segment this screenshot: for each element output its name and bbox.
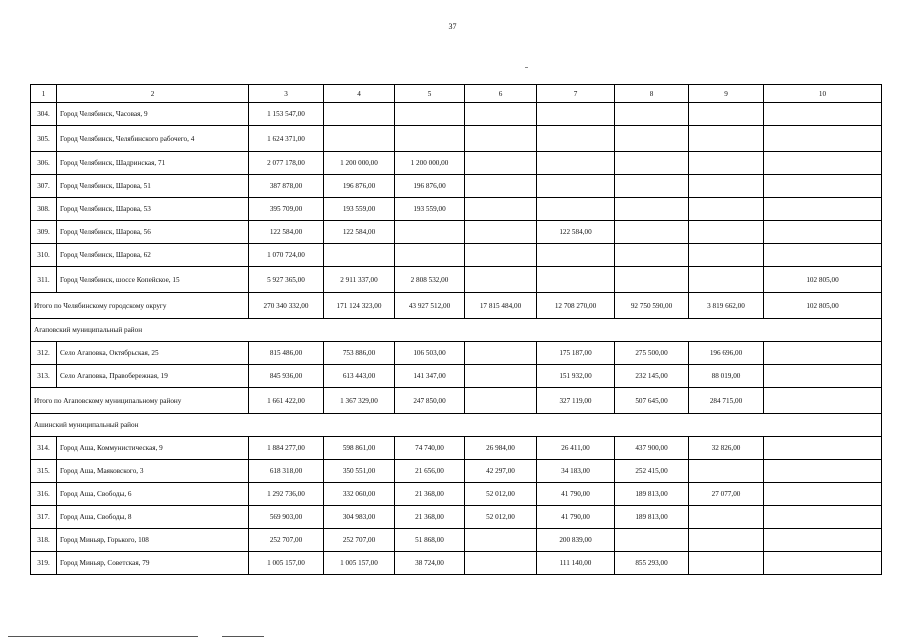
amount-cell: 34 183,00 <box>537 460 615 483</box>
amount-cell: 598 861,00 <box>324 437 395 460</box>
amount-cell: 122 584,00 <box>324 221 395 244</box>
table-row <box>31 198 882 221</box>
amount-cell <box>465 267 537 293</box>
address-cell: Город Челябинск, Шарова, 56 <box>57 221 249 244</box>
amount-cell <box>537 198 615 221</box>
amount-cell: 141 347,00 <box>395 365 465 388</box>
header-cell: 8 <box>615 85 689 103</box>
amount-cell: 122 584,00 <box>249 221 324 244</box>
amount-cell <box>465 152 537 175</box>
amount-cell <box>689 126 764 152</box>
amount-cell <box>537 267 615 293</box>
amount-cell: 32 826,00 <box>689 437 764 460</box>
table-row <box>31 552 882 575</box>
scan-mark <box>525 67 528 68</box>
amount-cell: 21 368,00 <box>395 506 465 529</box>
amount-cell <box>764 103 882 126</box>
amount-cell <box>615 529 689 552</box>
total-row <box>31 388 882 414</box>
amount-cell: 569 903,00 <box>249 506 324 529</box>
header-cell: 2 <box>57 85 249 103</box>
row-number: 316. <box>31 483 57 506</box>
amount-cell: 350 551,00 <box>324 460 395 483</box>
table-row <box>31 460 882 483</box>
header-cell: 9 <box>689 85 764 103</box>
amount-cell: 1 005 157,00 <box>324 552 395 575</box>
amount-cell <box>465 365 537 388</box>
section-row <box>31 414 882 437</box>
amount-cell: 26 411,00 <box>537 437 615 460</box>
header-cell: 1 <box>31 85 57 103</box>
amount-cell <box>764 198 882 221</box>
amount-cell <box>764 460 882 483</box>
funding-table <box>30 84 882 575</box>
amount-cell: 618 318,00 <box>249 460 324 483</box>
amount-cell <box>689 175 764 198</box>
amount-cell: 232 145,00 <box>615 365 689 388</box>
amount-cell: 1 624 371,00 <box>249 126 324 152</box>
table-row <box>31 244 882 267</box>
table-row <box>31 365 882 388</box>
table-row <box>31 506 882 529</box>
amount-cell <box>324 103 395 126</box>
table-row <box>31 342 882 365</box>
table-row <box>31 221 882 244</box>
address-cell: Город Аша, Маяковского, 3 <box>57 460 249 483</box>
total-amount-cell <box>465 388 537 414</box>
amount-cell <box>689 552 764 575</box>
table-row <box>31 152 882 175</box>
amount-cell <box>764 437 882 460</box>
amount-cell: 855 293,00 <box>615 552 689 575</box>
amount-cell: 102 805,00 <box>764 267 882 293</box>
amount-cell: 252 415,00 <box>615 460 689 483</box>
header-cell: 3 <box>249 85 324 103</box>
row-number: 304. <box>31 103 57 126</box>
amount-cell <box>465 126 537 152</box>
amount-cell: 753 886,00 <box>324 342 395 365</box>
footer-rule <box>8 636 198 637</box>
row-number: 312. <box>31 342 57 365</box>
amount-cell: 1 292 736,00 <box>249 483 324 506</box>
total-amount-cell: 171 124 323,00 <box>324 293 395 319</box>
amount-cell: 27 077,00 <box>689 483 764 506</box>
amount-cell: 304 983,00 <box>324 506 395 529</box>
amount-cell <box>395 103 465 126</box>
table-row <box>31 483 882 506</box>
amount-cell: 196 876,00 <box>395 175 465 198</box>
amount-cell: 5 927 365,00 <box>249 267 324 293</box>
amount-cell <box>465 552 537 575</box>
row-number: 306. <box>31 152 57 175</box>
row-number: 315. <box>31 460 57 483</box>
amount-cell: 815 486,00 <box>249 342 324 365</box>
amount-cell <box>465 529 537 552</box>
header-cell: 7 <box>537 85 615 103</box>
total-amount-cell <box>764 388 882 414</box>
address-cell: Город Челябинск, Шарова, 62 <box>57 244 249 267</box>
amount-cell <box>324 126 395 152</box>
address-cell: Город Челябинск, Шарова, 53 <box>57 198 249 221</box>
amount-cell: 395 709,00 <box>249 198 324 221</box>
total-amount-cell: 270 340 332,00 <box>249 293 324 319</box>
total-label: Итого по Челябинскому городскому округу <box>31 293 249 319</box>
amount-cell <box>615 221 689 244</box>
amount-cell: 332 060,00 <box>324 483 395 506</box>
header-cell: 5 <box>395 85 465 103</box>
amount-cell <box>764 483 882 506</box>
total-amount-cell: 17 815 484,00 <box>465 293 537 319</box>
amount-cell <box>465 198 537 221</box>
header-cell: 10 <box>764 85 882 103</box>
amount-cell <box>689 244 764 267</box>
amount-cell: 613 443,00 <box>324 365 395 388</box>
row-number: 317. <box>31 506 57 529</box>
amount-cell <box>395 221 465 244</box>
amount-cell: 26 984,00 <box>465 437 537 460</box>
amount-cell <box>764 506 882 529</box>
amount-cell: 21 656,00 <box>395 460 465 483</box>
amount-cell <box>764 126 882 152</box>
address-cell: Город Миньяр, Советская, 79 <box>57 552 249 575</box>
amount-cell <box>764 342 882 365</box>
section-title: Агаповский муниципальный район <box>31 319 882 342</box>
amount-cell: 38 724,00 <box>395 552 465 575</box>
amount-cell: 189 813,00 <box>615 483 689 506</box>
address-cell: Город Челябинск, Челябинского рабочего, 4 <box>57 126 249 152</box>
address-cell: Город Аша, Свободы, 8 <box>57 506 249 529</box>
total-amount-cell: 12 708 270,00 <box>537 293 615 319</box>
amount-cell <box>615 152 689 175</box>
amount-cell <box>615 198 689 221</box>
address-cell: Село Агаповка, Правобережная, 19 <box>57 365 249 388</box>
table-row <box>31 103 882 126</box>
row-number: 309. <box>31 221 57 244</box>
amount-cell: 200 839,00 <box>537 529 615 552</box>
row-number: 305. <box>31 126 57 152</box>
amount-cell <box>764 244 882 267</box>
total-row <box>31 293 882 319</box>
amount-cell: 42 297,00 <box>465 460 537 483</box>
amount-cell: 193 559,00 <box>395 198 465 221</box>
amount-cell: 1 005 157,00 <box>249 552 324 575</box>
row-number: 310. <box>31 244 57 267</box>
amount-cell: 1 153 547,00 <box>249 103 324 126</box>
amount-cell <box>764 529 882 552</box>
amount-cell: 175 187,00 <box>537 342 615 365</box>
amount-cell: 189 813,00 <box>615 506 689 529</box>
section-row <box>31 319 882 342</box>
amount-cell <box>615 267 689 293</box>
amount-cell: 252 707,00 <box>249 529 324 552</box>
address-cell: Город Миньяр, Горького, 108 <box>57 529 249 552</box>
amount-cell <box>764 221 882 244</box>
amount-cell <box>324 244 395 267</box>
amount-cell: 88 019,00 <box>689 365 764 388</box>
amount-cell: 2 911 337,00 <box>324 267 395 293</box>
total-label: Итого по Агаповскому муниципальному району <box>31 388 249 414</box>
amount-cell <box>764 175 882 198</box>
amount-cell: 252 707,00 <box>324 529 395 552</box>
amount-cell: 845 936,00 <box>249 365 324 388</box>
amount-cell <box>465 244 537 267</box>
amount-cell <box>465 175 537 198</box>
table-row <box>31 529 882 552</box>
row-number: 318. <box>31 529 57 552</box>
amount-cell: 74 740,00 <box>395 437 465 460</box>
address-cell: Город Аша, Коммунистическая, 9 <box>57 437 249 460</box>
address-cell: Город Челябинск, Часовая, 9 <box>57 103 249 126</box>
total-amount-cell: 1 367 329,00 <box>324 388 395 414</box>
address-cell: Город Аша, Свободы, 6 <box>57 483 249 506</box>
amount-cell: 1 200 000,00 <box>395 152 465 175</box>
table-row <box>31 175 882 198</box>
section-title: Ашинский муниципальный район <box>31 414 882 437</box>
table-header-row <box>31 85 882 103</box>
amount-cell <box>764 152 882 175</box>
amount-cell <box>615 126 689 152</box>
amount-cell <box>537 244 615 267</box>
amount-cell <box>615 244 689 267</box>
amount-cell <box>689 221 764 244</box>
amount-cell <box>689 506 764 529</box>
amount-cell <box>764 552 882 575</box>
row-number: 311. <box>31 267 57 293</box>
amount-cell: 2 077 178,00 <box>249 152 324 175</box>
amount-cell <box>689 103 764 126</box>
total-amount-cell: 284 715,00 <box>689 388 764 414</box>
total-amount-cell: 327 119,00 <box>537 388 615 414</box>
amount-cell <box>689 267 764 293</box>
amount-cell: 387 878,00 <box>249 175 324 198</box>
amount-cell <box>689 460 764 483</box>
amount-cell <box>465 221 537 244</box>
header-cell: 6 <box>465 85 537 103</box>
total-amount-cell: 102 805,00 <box>764 293 882 319</box>
page-number: 37 <box>448 22 457 31</box>
amount-cell: 41 790,00 <box>537 506 615 529</box>
table-row <box>31 267 882 293</box>
amount-cell <box>537 152 615 175</box>
header-cell: 4 <box>324 85 395 103</box>
amount-cell: 106 503,00 <box>395 342 465 365</box>
amount-cell <box>537 103 615 126</box>
amount-cell: 196 876,00 <box>324 175 395 198</box>
amount-cell <box>689 198 764 221</box>
total-amount-cell: 1 661 422,00 <box>249 388 324 414</box>
amount-cell <box>537 126 615 152</box>
amount-cell: 21 368,00 <box>395 483 465 506</box>
amount-cell <box>615 175 689 198</box>
row-number: 307. <box>31 175 57 198</box>
amount-cell <box>615 103 689 126</box>
footer-rule <box>222 636 264 637</box>
total-amount-cell: 3 819 662,00 <box>689 293 764 319</box>
address-cell: Село Агаповка, Октябрьская, 25 <box>57 342 249 365</box>
amount-cell: 2 808 532,00 <box>395 267 465 293</box>
total-amount-cell: 247 850,00 <box>395 388 465 414</box>
amount-cell: 41 790,00 <box>537 483 615 506</box>
amount-cell <box>764 365 882 388</box>
amount-cell: 1 884 277,00 <box>249 437 324 460</box>
amount-cell: 1 200 000,00 <box>324 152 395 175</box>
amount-cell <box>689 529 764 552</box>
row-number: 319. <box>31 552 57 575</box>
table-row <box>31 126 882 152</box>
amount-cell <box>537 175 615 198</box>
table-row <box>31 437 882 460</box>
total-amount-cell: 507 645,00 <box>615 388 689 414</box>
amount-cell: 111 140,00 <box>537 552 615 575</box>
amount-cell: 275 500,00 <box>615 342 689 365</box>
row-number: 314. <box>31 437 57 460</box>
amount-cell <box>465 103 537 126</box>
amount-cell: 52 012,00 <box>465 483 537 506</box>
row-number: 308. <box>31 198 57 221</box>
address-cell: Город Челябинск, Шадринская, 71 <box>57 152 249 175</box>
amount-cell: 437 900,00 <box>615 437 689 460</box>
amount-cell <box>465 342 537 365</box>
row-number: 313. <box>31 365 57 388</box>
amount-cell: 193 559,00 <box>324 198 395 221</box>
amount-cell: 151 932,00 <box>537 365 615 388</box>
total-amount-cell: 43 927 512,00 <box>395 293 465 319</box>
amount-cell: 122 584,00 <box>537 221 615 244</box>
amount-cell <box>395 244 465 267</box>
total-amount-cell: 92 750 590,00 <box>615 293 689 319</box>
amount-cell: 51 868,00 <box>395 529 465 552</box>
address-cell: Город Челябинск, шоссе Копейское, 15 <box>57 267 249 293</box>
amount-cell: 196 696,00 <box>689 342 764 365</box>
amount-cell <box>689 152 764 175</box>
amount-cell <box>395 126 465 152</box>
amount-cell: 52 012,00 <box>465 506 537 529</box>
amount-cell: 1 070 724,00 <box>249 244 324 267</box>
address-cell: Город Челябинск, Шарова, 51 <box>57 175 249 198</box>
